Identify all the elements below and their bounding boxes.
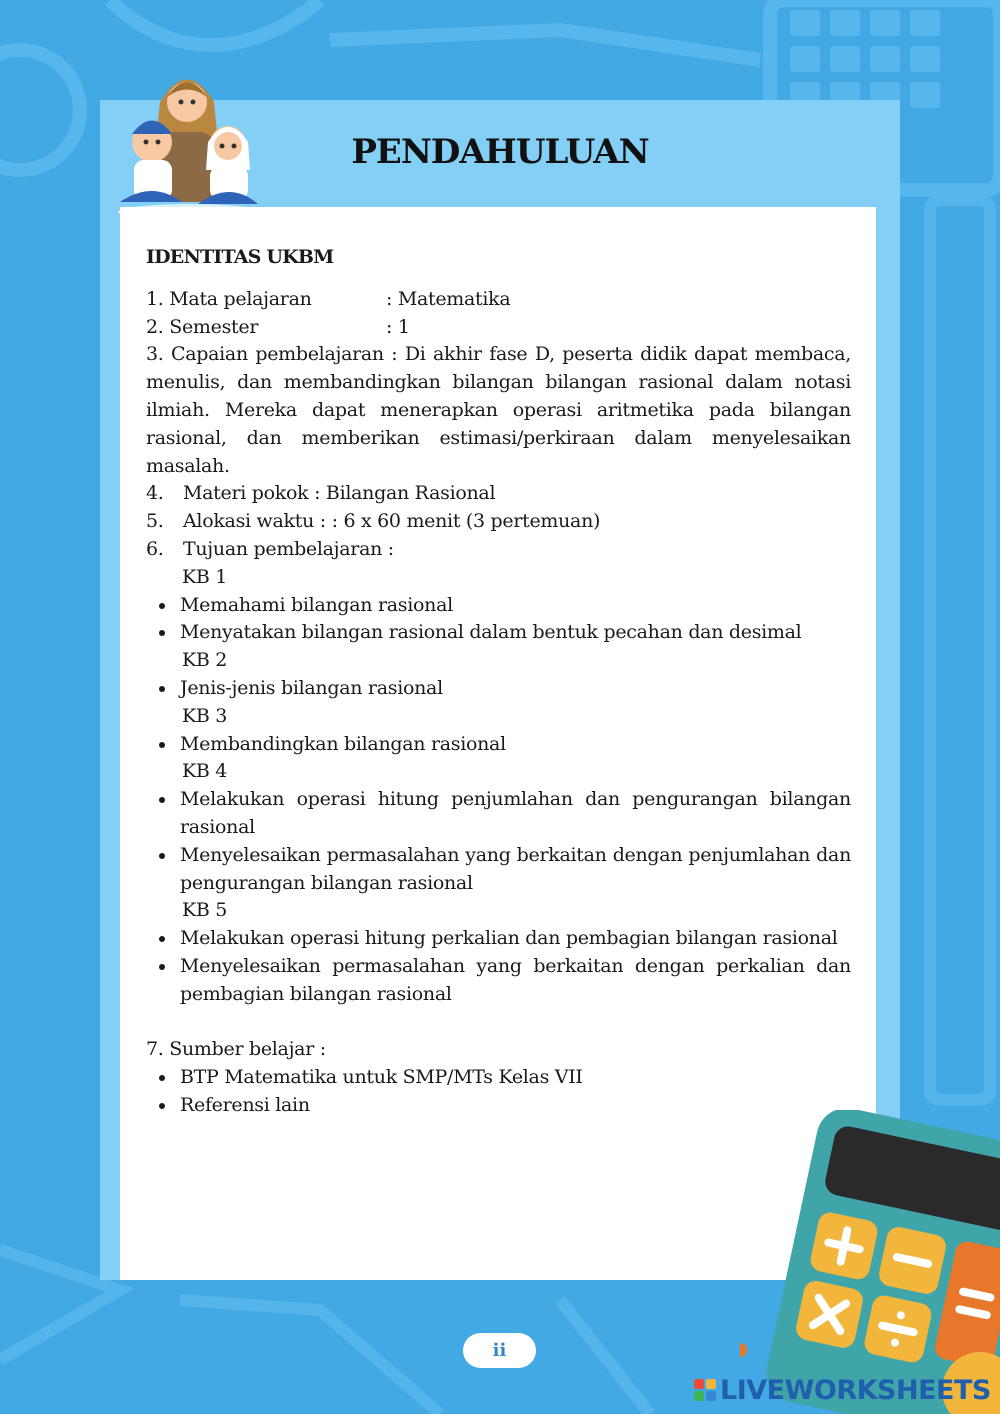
- kb-label: KB 5: [182, 899, 228, 922]
- subject-value: : Matematika: [386, 287, 511, 310]
- semester-value: : 1: [386, 315, 410, 338]
- kb-3-list: [146, 731, 851, 759]
- topic-row: [146, 480, 851, 508]
- subject-row: [146, 286, 851, 314]
- liveworksheets-logo-icon: [694, 1379, 716, 1401]
- ukbm-identity-section: [146, 244, 851, 1120]
- list-item: Menyelesaikan permasalahan yang berkaitan dengan penjumlahan dan pengurangan bilangan rasional: [146, 842, 851, 898]
- page-title: PENDAHULUAN: [351, 132, 649, 172]
- list-item: BTP Matematika untuk SMP/MTs Kelas VII: [146, 1064, 851, 1092]
- kb-2-list: [146, 675, 851, 703]
- kb-label: KB 3: [182, 704, 228, 727]
- kb-label: KB 4: [182, 760, 228, 783]
- list-item: Memahami bilangan rasional: [146, 592, 851, 620]
- list-item: Menyatakan bilangan rasional dalam bentuk pecahan dan desimal: [146, 619, 851, 647]
- goals-text: Tujuan pembelajaran :: [183, 537, 394, 560]
- list-item: Membandingkan bilangan rasional: [146, 731, 851, 759]
- page-number: ii: [463, 1333, 536, 1368]
- teacher-students-illustration: [112, 62, 272, 222]
- subject-label: 1. Mata pelajaran: [146, 287, 312, 310]
- goals-row: [146, 536, 851, 564]
- kb-label: KB 2: [182, 649, 228, 672]
- watermark-text: LIVEWORKSHEETS: [720, 1374, 991, 1406]
- time-number: 5.: [146, 510, 164, 533]
- liveworksheets-watermark: [694, 1372, 994, 1408]
- semester-label: 2. Semester: [146, 315, 259, 338]
- kb-1-list: [146, 592, 851, 648]
- section-heading: IDENTITAS UKBM: [146, 246, 334, 268]
- list-item: Melakukan operasi hitung perkalian dan pembagian bilangan rasional: [146, 925, 851, 953]
- topic-text: Materi pokok : Bilangan Rasional: [183, 482, 496, 505]
- goals-number: 6.: [146, 537, 164, 560]
- kb-label: KB 1: [182, 565, 228, 588]
- list-item: Jenis-jenis bilangan rasional: [146, 675, 851, 703]
- time-text: Alokasi waktu : : 6 x 60 menit (3 pertemuan): [183, 510, 601, 533]
- kb-4-list: [146, 786, 851, 897]
- time-allocation-row: [146, 508, 851, 536]
- list-item: Menyelesaikan permasalahan yang berkaitan dengan perkalian dan pembagian bilangan rasional: [146, 953, 851, 1009]
- gear-icon: [0, 50, 80, 170]
- learning-outcomes-paragraph: 3. Capaian pembelajaran : Di akhir fase D, peserta didik dapat membaca, menulis, dan membandingkan bilangan bilangan rasional dalam notasi ilmiah. Mereka dapat menerapkan operasi aritmetika pada bilangan rasional, dan memberikan estimasi/perkiraan dalam menyelesaikan masalah.: [146, 343, 851, 477]
- semester-row: [146, 314, 851, 342]
- list-item: Referensi lain: [146, 1092, 851, 1120]
- topic-number: 4.: [146, 482, 164, 505]
- calculator-illustration: [740, 1110, 1000, 1414]
- list-item: Melakukan operasi hitung penjumlahan dan pengurangan bilangan rasional: [146, 786, 851, 842]
- sources-label: 7. Sumber belajar :: [146, 1038, 326, 1061]
- kb-5-list: [146, 925, 851, 1008]
- spacer: [146, 1009, 851, 1037]
